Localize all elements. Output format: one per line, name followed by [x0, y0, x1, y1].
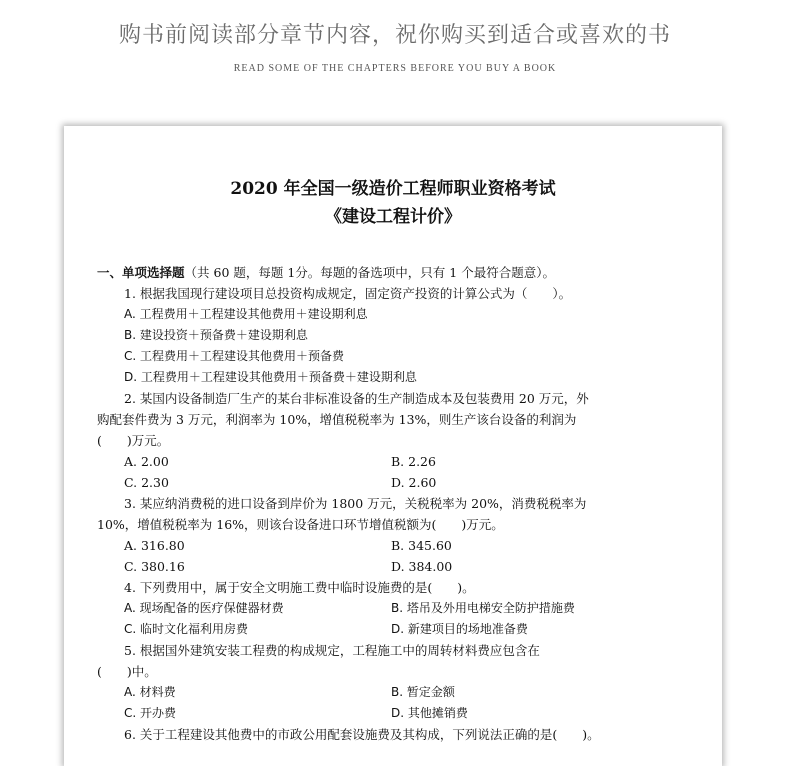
- q4-option-a: A. 现场配备的医疗保健器材费: [124, 601, 284, 615]
- q3-option-b: B. 345.60: [391, 538, 452, 553]
- section-note: （共 60 题，每题 1分。每题的备选项中，只有 1 个最符合题意）。: [184, 265, 555, 280]
- section-heading-line: [97, 262, 687, 283]
- q1-option-a: A. 工程费用＋工程建设其他费用＋建设期利息: [124, 307, 368, 321]
- document-subtitle: 《建设工程计价》: [325, 207, 461, 227]
- q4-option-c: C. 临时文化福利用房费: [124, 622, 249, 636]
- q3-stem-line2: 10%，增值税税率为 16%，则该台设备进口环节增值税额为( )万元。: [97, 517, 504, 532]
- q5-option-a: A. 材料费: [124, 685, 176, 699]
- q1-stem: 1. 根据我国现行建设项目总投资构成规定，固定资产投资的计算公式为（ ）。: [124, 286, 572, 301]
- q3-option-a: A. 316.80: [124, 538, 185, 553]
- q2-option-a: A. 2.00: [124, 454, 169, 469]
- banner-title: 购书前阅读部分章节内容，祝你购买到适合或喜欢的书: [118, 23, 671, 48]
- q2-option-b: B. 2.26: [391, 454, 436, 469]
- q2-stem-line3: ( )万元。: [97, 433, 170, 448]
- q5-stem-line2: ( )中。: [97, 664, 157, 679]
- q3-option-c: C. 380.16: [124, 559, 185, 574]
- document-page: [64, 126, 722, 766]
- q5-option-c: C. 开办费: [124, 706, 177, 720]
- q2-stem-line1: 2. 某国内设备制造厂生产的某台非标准设备的生产制造成本及包装费用 20 万元，外: [124, 391, 589, 406]
- q3-stem-line1: 3. 某应纳消费税的进口设备到岸价为 1800 万元，关税税率为 20%，消费税税率为: [124, 496, 587, 511]
- q4-stem: 4. 下列费用中，属于安全文明施工费中临时设施费的是( )。: [124, 580, 475, 595]
- q1-option-d: D. 工程费用＋工程建设其他费用＋预备费＋建设期利息: [124, 370, 417, 384]
- q1-option-c: C. 工程费用＋工程建设其他费用＋预备费: [124, 349, 345, 363]
- q5-stem-line1: 5. 根据国外建筑安装工程费的构成规定，工程施工中的周转材料费应包含在: [124, 643, 540, 658]
- q5-option-d: D. 其他摊销费: [391, 706, 468, 720]
- q2-option-c: C. 2.30: [124, 475, 169, 490]
- q4-option-d: D. 新建项目的场地准备费: [391, 622, 528, 636]
- section-heading: 一、单项选择题: [97, 265, 185, 280]
- q1-option-b: B. 建设投资＋预备费＋建设期利息: [124, 328, 308, 342]
- banner-subtitle: READ SOME OF THE CHAPTERS BEFORE YOU BUY A BOOK: [233, 63, 557, 74]
- q4-option-b: B. 塔吊及外用电梯安全防护措施费: [391, 601, 575, 615]
- q2-stem-line2: 购配套件费为 3 万元，利润率为 10%，增值税税率为 13%，则生产该台设备的利润为: [97, 412, 577, 427]
- q2-option-d: D. 2.60: [391, 475, 437, 490]
- q6-stem: 6. 关于工程建设其他费中的市政公用配套设施费及其构成，下列说法正确的是( )。: [124, 727, 600, 742]
- q5-option-b: B. 暂定金额: [391, 685, 455, 699]
- q3-option-d: D. 384.00: [391, 559, 453, 574]
- document-title: 2020 年全国一级造价工程师职业资格考试: [230, 179, 556, 199]
